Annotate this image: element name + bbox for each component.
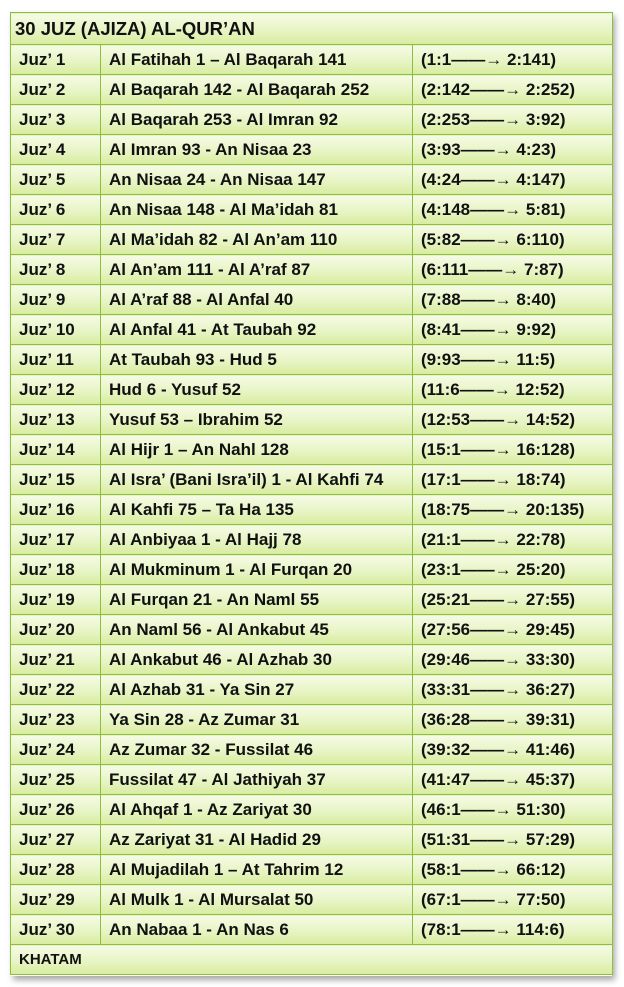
- surah-range-cell: At Taubah 93 - Hud 5: [101, 345, 413, 375]
- surah-range-cell: Al Imran 93 - An Nisaa 23: [101, 135, 413, 165]
- juz-cell: Juz’ 3: [11, 105, 101, 135]
- verse-range-cell: (4:24——→ 4:147): [413, 165, 613, 195]
- table-row: [11, 645, 613, 675]
- verse-range-cell: (17:1——→ 18:74): [413, 465, 613, 495]
- surah-range-cell: Al An’am 111 - Al A’raf 87: [101, 255, 413, 285]
- juz-cell: Juz’ 10: [11, 315, 101, 345]
- juz-cell: Juz’ 21: [11, 645, 101, 675]
- juz-cell: Juz’ 8: [11, 255, 101, 285]
- table-row: [11, 225, 613, 255]
- verse-range-cell: (39:32——→ 41:46): [413, 735, 613, 765]
- table-row: [11, 135, 613, 165]
- surah-range-cell: Ya Sin 28 - Az Zumar 31: [101, 705, 413, 735]
- juz-cell: Juz’ 5: [11, 165, 101, 195]
- verse-range-cell: (5:82——→ 6:110): [413, 225, 613, 255]
- table-row: [11, 525, 613, 555]
- verse-range-cell: (51:31——→ 57:29): [413, 825, 613, 855]
- table-row: [11, 675, 613, 705]
- juz-cell: Juz’ 30: [11, 915, 101, 945]
- surah-range-cell: An Naml 56 - Al Ankabut 45: [101, 615, 413, 645]
- surah-range-cell: Al Isra’ (Bani Isra’il) 1 - Al Kahfi 74: [101, 465, 413, 495]
- surah-range-cell: Al Anfal 41 - At Taubah 92: [101, 315, 413, 345]
- surah-range-cell: Al Fatihah 1 – Al Baqarah 141: [101, 45, 413, 75]
- table-row: [11, 165, 613, 195]
- verse-range-cell: (4:148——→ 5:81): [413, 195, 613, 225]
- surah-range-cell: Al Mujadilah 1 – At Tahrim 12: [101, 855, 413, 885]
- juz-cell: Juz’ 25: [11, 765, 101, 795]
- juz-cell: Juz’ 27: [11, 825, 101, 855]
- verse-range-cell: (67:1——→ 77:50): [413, 885, 613, 915]
- table-row: [11, 255, 613, 285]
- verse-range-cell: (9:93——→ 11:5): [413, 345, 613, 375]
- juz-cell: Juz’ 9: [11, 285, 101, 315]
- juz-cell: Juz’ 17: [11, 525, 101, 555]
- juz-cell: Juz’ 12: [11, 375, 101, 405]
- juz-cell: Juz’ 15: [11, 465, 101, 495]
- juz-cell: Juz’ 18: [11, 555, 101, 585]
- table-row: [11, 465, 613, 495]
- table-title: 30 JUZ (AJIZA) AL-QUR’AN: [11, 13, 613, 45]
- juz-table-container: [10, 12, 612, 976]
- surah-range-cell: Al Ankabut 46 - Al Azhab 30: [101, 645, 413, 675]
- verse-range-cell: (1:1——→ 2:141): [413, 45, 613, 75]
- verse-range-cell: (8:41——→ 9:92): [413, 315, 613, 345]
- table-title-row: [11, 13, 613, 45]
- surah-range-cell: Fussilat 47 - Al Jathiyah 37: [101, 765, 413, 795]
- juz-cell: Juz’ 11: [11, 345, 101, 375]
- juz-cell: Juz’ 29: [11, 885, 101, 915]
- verse-range-cell: (3:93——→ 4:23): [413, 135, 613, 165]
- table-row: [11, 825, 613, 855]
- table-row: [11, 735, 613, 765]
- juz-cell: Juz’ 22: [11, 675, 101, 705]
- verse-range-cell: (27:56——→ 29:45): [413, 615, 613, 645]
- table-row: [11, 495, 613, 525]
- verse-range-cell: (58:1——→ 66:12): [413, 855, 613, 885]
- surah-range-cell: Al Ahqaf 1 - Az Zariyat 30: [101, 795, 413, 825]
- table-row: [11, 705, 613, 735]
- surah-range-cell: Al Kahfi 75 – Ta Ha 135: [101, 495, 413, 525]
- verse-range-cell: (12:53——→ 14:52): [413, 405, 613, 435]
- table-row: [11, 855, 613, 885]
- surah-range-cell: An Nisaa 148 - Al Ma’idah 81: [101, 195, 413, 225]
- juz-cell: Juz’ 16: [11, 495, 101, 525]
- surah-range-cell: An Nabaa 1 - An Nas 6: [101, 915, 413, 945]
- juz-cell: Juz’ 23: [11, 705, 101, 735]
- surah-range-cell: Al Mukminum 1 - Al Furqan 20: [101, 555, 413, 585]
- juz-cell: Juz’ 4: [11, 135, 101, 165]
- surah-range-cell: Az Zumar 32 - Fussilat 46: [101, 735, 413, 765]
- verse-range-cell: (36:28——→ 39:31): [413, 705, 613, 735]
- footer-row: [11, 945, 613, 975]
- verse-range-cell: (29:46——→ 33:30): [413, 645, 613, 675]
- verse-range-cell: (78:1——→ 114:6): [413, 915, 613, 945]
- verse-range-cell: (33:31——→ 36:27): [413, 675, 613, 705]
- table-row: [11, 315, 613, 345]
- table-row: [11, 915, 613, 945]
- juz-cell: Juz’ 1: [11, 45, 101, 75]
- table-row: [11, 75, 613, 105]
- verse-range-cell: (11:6——→ 12:52): [413, 375, 613, 405]
- juz-cell: Juz’ 20: [11, 615, 101, 645]
- juz-cell: Juz’ 14: [11, 435, 101, 465]
- table-row: [11, 795, 613, 825]
- juz-cell: Juz’ 19: [11, 585, 101, 615]
- juz-cell: Juz’ 13: [11, 405, 101, 435]
- surah-range-cell: Al Furqan 21 - An Naml 55: [101, 585, 413, 615]
- surah-range-cell: Al A’raf 88 - Al Anfal 40: [101, 285, 413, 315]
- surah-range-cell: Al Mulk 1 - Al Mursalat 50: [101, 885, 413, 915]
- verse-range-cell: (2:253——→ 3:92): [413, 105, 613, 135]
- juz-cell: Juz’ 2: [11, 75, 101, 105]
- verse-range-cell: (21:1——→ 22:78): [413, 525, 613, 555]
- verse-range-cell: (6:111——→ 7:87): [413, 255, 613, 285]
- surah-range-cell: Al Baqarah 142 - Al Baqarah 252: [101, 75, 413, 105]
- khatam-label: KHATAM: [11, 945, 613, 975]
- table-row: [11, 195, 613, 225]
- surah-range-cell: An Nisaa 24 - An Nisaa 147: [101, 165, 413, 195]
- table-row: [11, 345, 613, 375]
- verse-range-cell: (41:47——→ 45:37): [413, 765, 613, 795]
- surah-range-cell: Al Baqarah 253 - Al Imran 92: [101, 105, 413, 135]
- surah-range-cell: Al Ma’idah 82 - Al An’am 110: [101, 225, 413, 255]
- juz-cell: Juz’ 24: [11, 735, 101, 765]
- surah-range-cell: Al Anbiyaa 1 - Al Hajj 78: [101, 525, 413, 555]
- table-row: [11, 435, 613, 465]
- table-row: [11, 615, 613, 645]
- verse-range-cell: (2:142——→ 2:252): [413, 75, 613, 105]
- surah-range-cell: Al Azhab 31 - Ya Sin 27: [101, 675, 413, 705]
- verse-range-cell: (18:75——→ 20:135): [413, 495, 613, 525]
- verse-range-cell: (23:1——→ 25:20): [413, 555, 613, 585]
- table-row: [11, 765, 613, 795]
- verse-range-cell: (46:1——→ 51:30): [413, 795, 613, 825]
- verse-range-cell: (7:88——→ 8:40): [413, 285, 613, 315]
- juz-cell: Juz’ 6: [11, 195, 101, 225]
- surah-range-cell: Hud 6 - Yusuf 52: [101, 375, 413, 405]
- verse-range-cell: (15:1——→ 16:128): [413, 435, 613, 465]
- table-row: [11, 555, 613, 585]
- table-row: [11, 405, 613, 435]
- table-row: [11, 585, 613, 615]
- surah-range-cell: Al Hijr 1 – An Nahl 128: [101, 435, 413, 465]
- table-row: [11, 45, 613, 75]
- juz-cell: Juz’ 26: [11, 795, 101, 825]
- table-row: [11, 375, 613, 405]
- table-row: [11, 105, 613, 135]
- juz-cell: Juz’ 28: [11, 855, 101, 885]
- juz-table: [10, 12, 613, 975]
- surah-range-cell: Az Zariyat 31 - Al Hadid 29: [101, 825, 413, 855]
- table-row: [11, 285, 613, 315]
- table-row: [11, 885, 613, 915]
- verse-range-cell: (25:21——→ 27:55): [413, 585, 613, 615]
- juz-cell: Juz’ 7: [11, 225, 101, 255]
- surah-range-cell: Yusuf 53 – Ibrahim 52: [101, 405, 413, 435]
